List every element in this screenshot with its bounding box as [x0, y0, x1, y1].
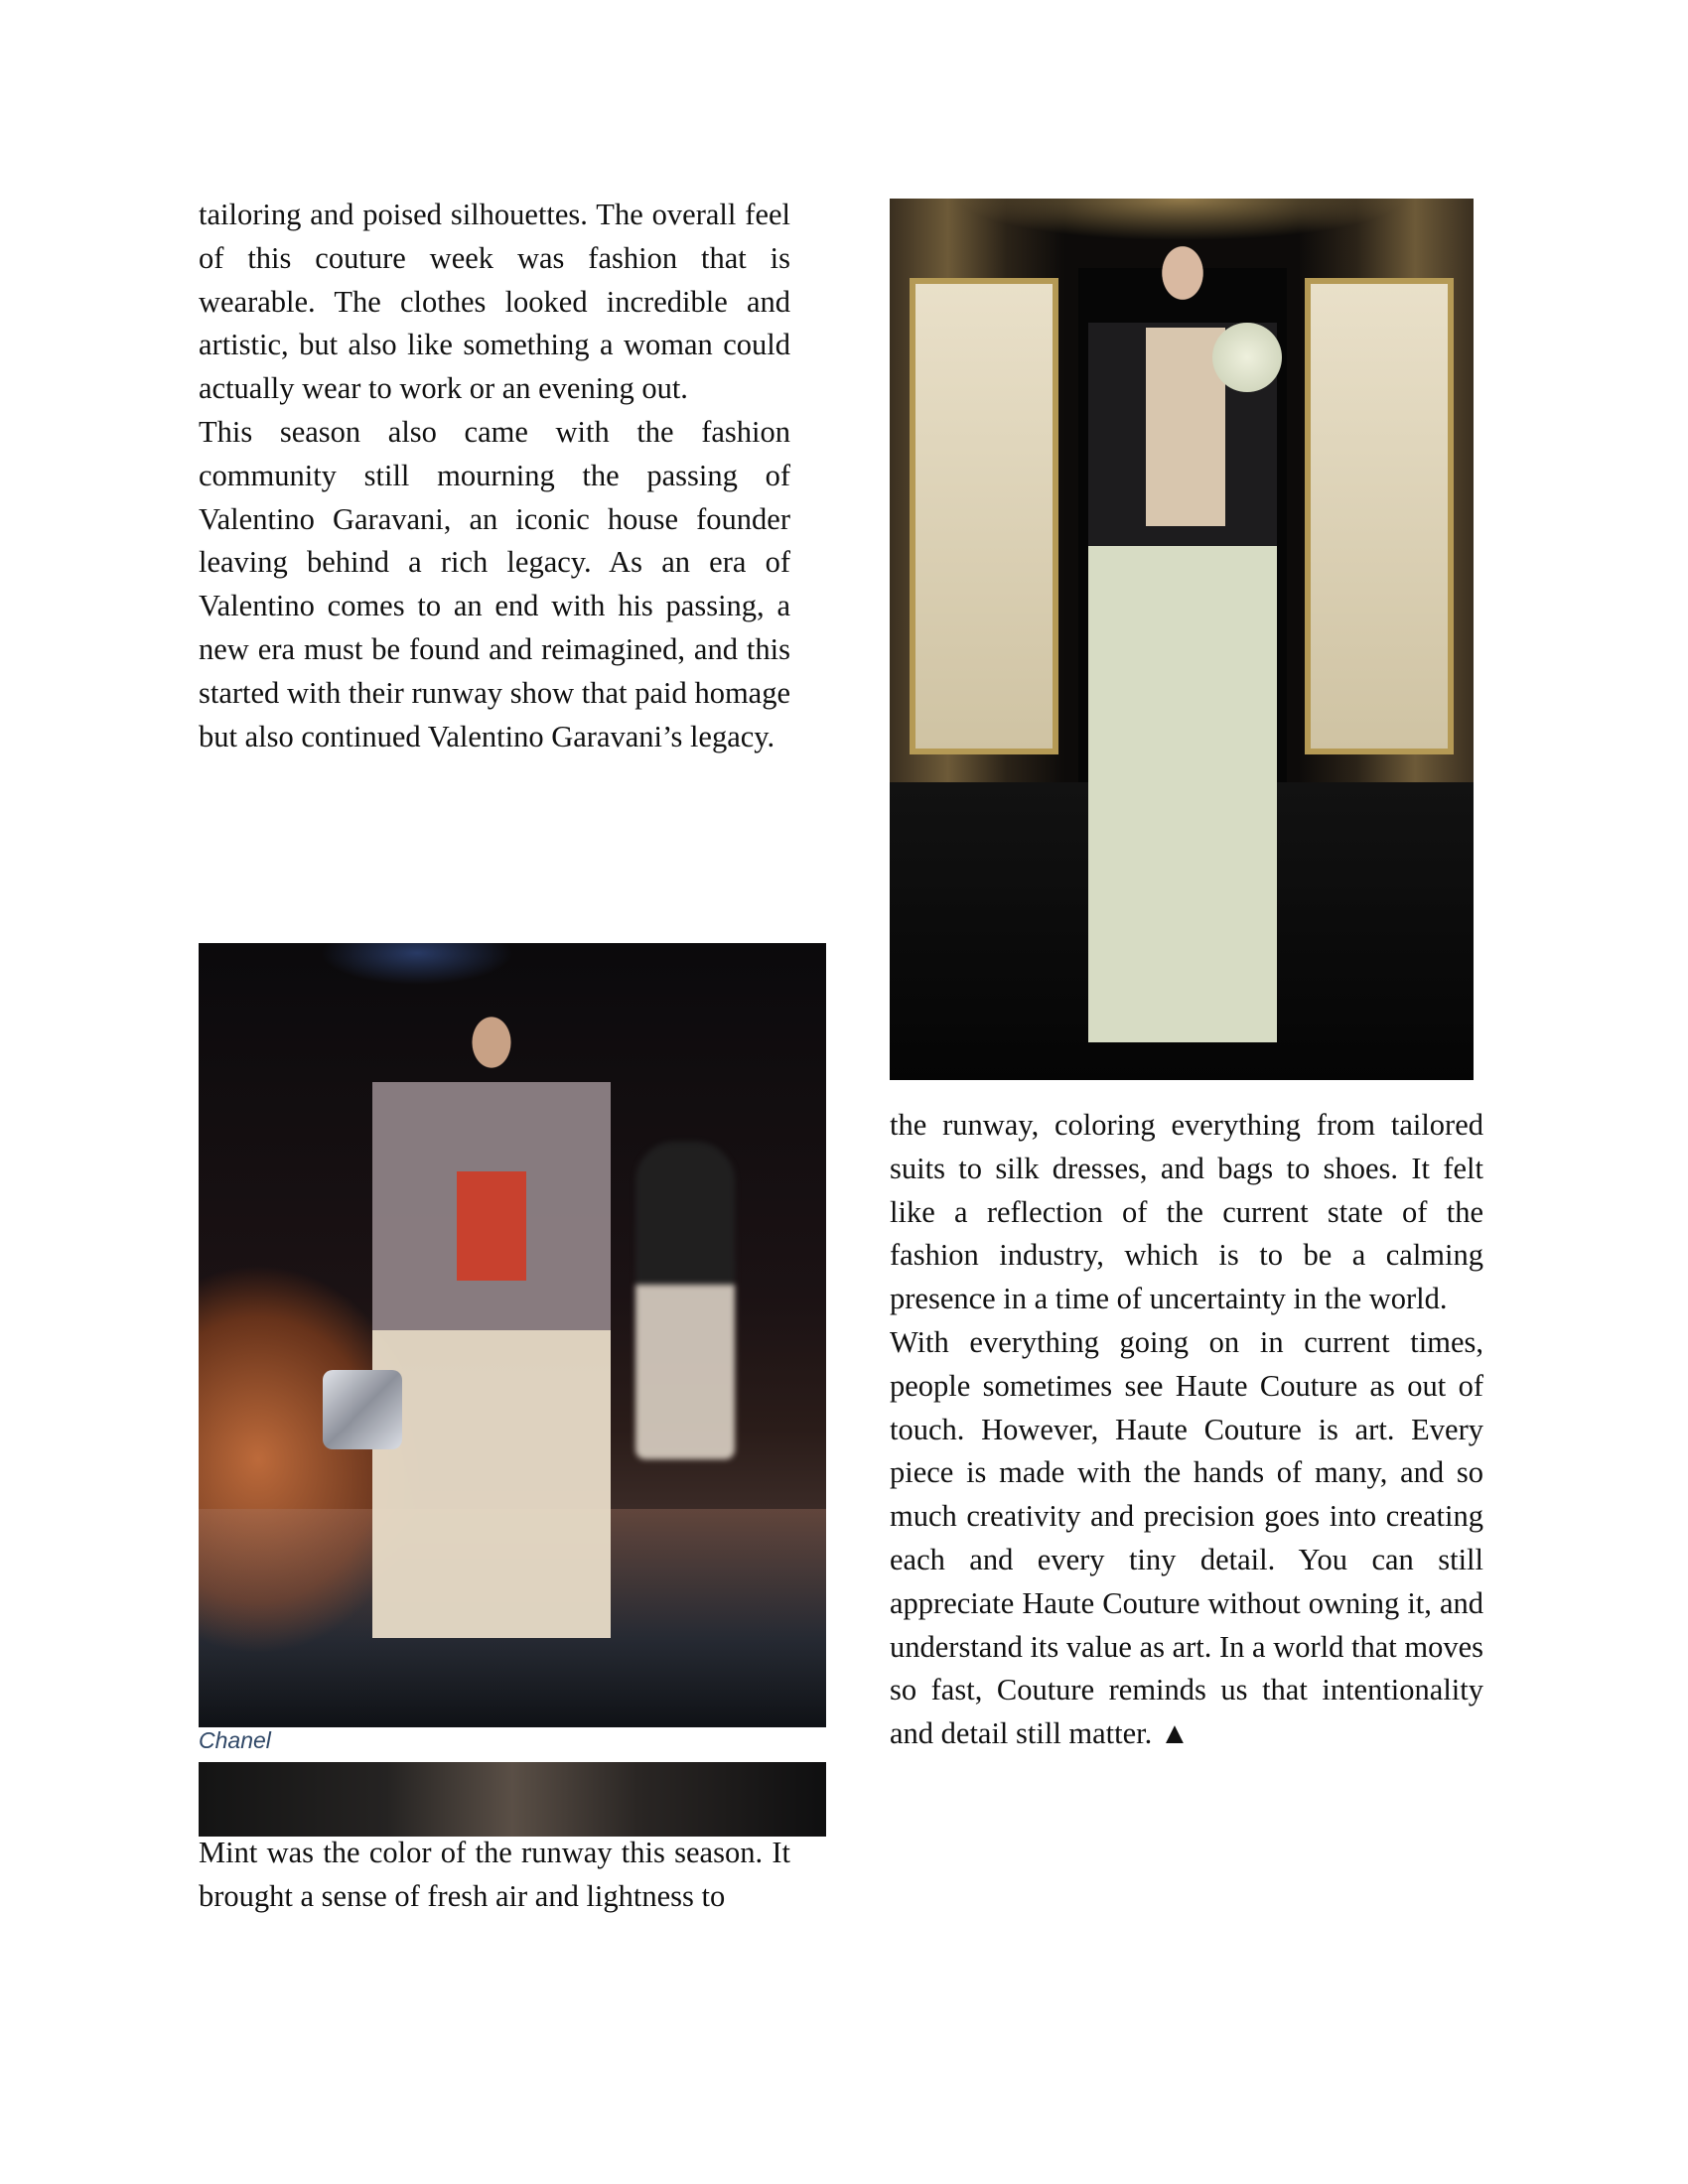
- foreground-model: [372, 1003, 611, 1688]
- chanel-runway-photo: [199, 943, 826, 1727]
- bottom-left-paragraph: Mint was the color of the runway this season. It brought a sense of fresh air and lightness to: [199, 1836, 790, 1913]
- bottom-left-text: [199, 1832, 790, 1919]
- silver-bag: [323, 1370, 402, 1449]
- gilded-wall-panel-left: [910, 278, 1058, 754]
- mint-bow: [1212, 323, 1282, 392]
- valentino-runway-photo: [890, 199, 1474, 1080]
- left-paragraph-1: tailoring and poised silhouettes. The overall feel of this couture week was fashion that is wearable. The clothes looked incredible and artistic, but also like something a woman could actually wear to work or an evening out.: [199, 198, 790, 406]
- right-column: [890, 1104, 1483, 1756]
- background-model: [635, 1142, 735, 1459]
- gilded-wall-panel-right: [1305, 278, 1454, 754]
- right-paragraph-1: the runway, coloring everything from tailored suits to silk dresses, and bags to shoes. It felt like a reflection of the current state of the fashion industry, which is to be a calming presence in a time of uncertainty in the world.: [890, 1108, 1483, 1316]
- right-paragraph-2: With everything going on in current times, people sometimes see Haute Couture as out of touch. However, Haute Couture is art. Every piece is made with the hands of many, and so much creativity and precision goes into creating each and every tiny detail. You can still appreciate Haute Couture without owning it, and understand its value as art. In a world that moves so fast, Couture reminds us that intentionality and detail still matter. ▲: [890, 1324, 1483, 1751]
- chanel-caption: Chanel: [199, 1727, 271, 1753]
- red-top: [457, 1171, 526, 1281]
- left-column: [199, 194, 790, 758]
- cropped-photo-strip: [199, 1762, 826, 1837]
- left-paragraph-2: This season also came with the fashion community still mourning the passing of Valentino Garavani, an iconic house founder leaving behind a rich legacy. As an era of Valentino comes to an end with his passing, a new era must be found and reimagined, and this started with their runway show that paid homage but also continued Valentino Garavani’s legacy.: [199, 414, 790, 753]
